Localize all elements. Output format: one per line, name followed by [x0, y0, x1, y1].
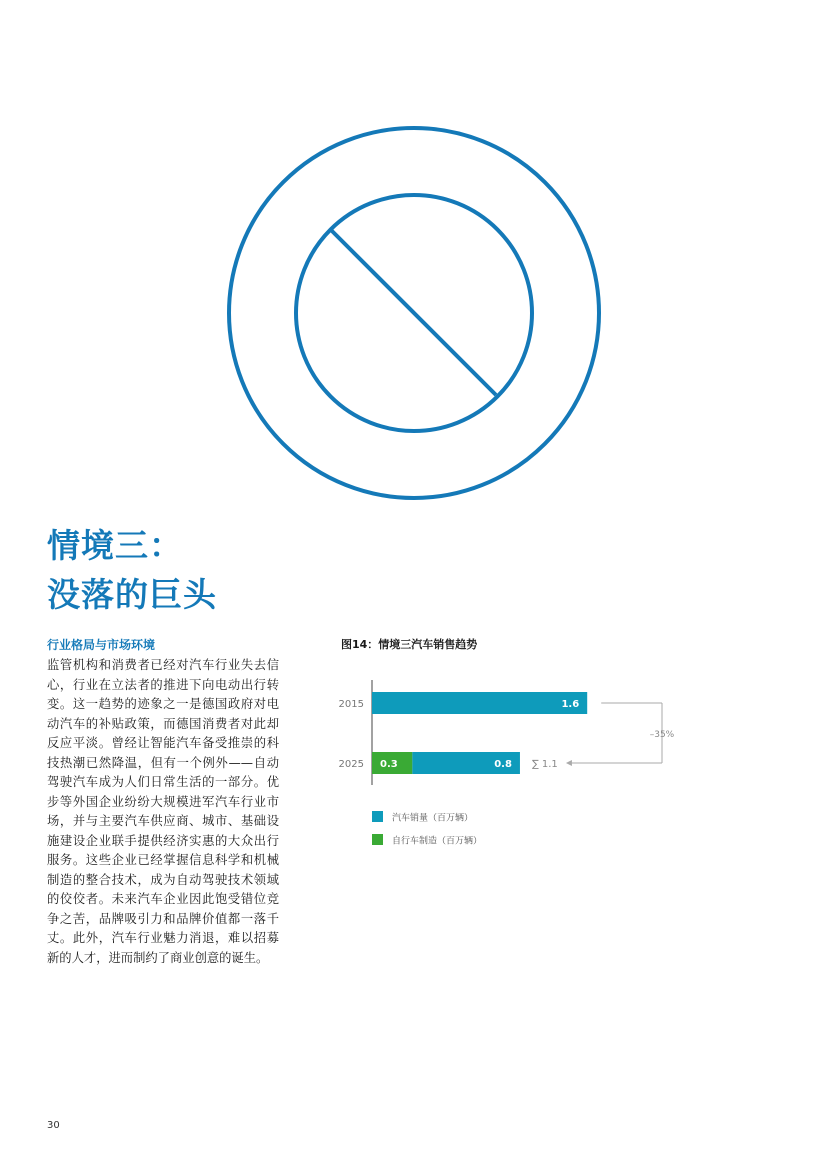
- legend-label-1: 汽车销量（百万辆）: [392, 813, 474, 824]
- body-paragraph: 监管机构和消费者已经对汽车行业失去信心，行业在立法者的推进下向电动出行转变。这一趋势的迹象之一是德国政府对电动汽车的补贴政策，而德国消费者对此却反应平淡。曾经让智能汽车备受推崇的科技热潮已然降温，但有一个例外——自动驾驶汽车成为人们日常生活的一部分。优步等外国企业纷纷大规模进军汽车行业市场，并与主要汽车供应商、城市、基础设施建设企业联手提供经济实惠的大众出行服务。这些企业已经掌握信息科学和机械制造的整合技术，成为自动驾驶技术领域的佼佼者。未来汽车企业因此饱受错位竞争之苦，品牌吸引力和品牌价值都一落千丈。此外，汽车行业魅力消退，难以招募新的人才，进而制约了商业创意的诞生。: [47, 658, 279, 965]
- total-label-2025: ∑ 1.1: [531, 759, 558, 770]
- prohibited-sign-icon: [226, 125, 602, 501]
- category-label-2015: 2015: [338, 699, 364, 710]
- legend-swatch-1: [372, 811, 383, 822]
- data-label-2025-series-1: 0.8: [494, 759, 512, 770]
- diagonal-slash: [331, 230, 496, 395]
- bar-2015-series-1: [372, 692, 587, 714]
- legend-swatch-0: [372, 834, 383, 845]
- bracket-arrowhead: [566, 760, 572, 766]
- change-annotation: –35%: [649, 730, 675, 740]
- data-label-2015-series-1: 1.6: [561, 699, 580, 710]
- page-title-line2: 没落的巨头: [47, 575, 217, 614]
- section-heading: 行业格局与市场环境: [47, 638, 156, 652]
- data-label-2025-series-0: 0.3: [380, 759, 398, 770]
- chart-title: 图14：情境三汽车销售趋势: [341, 638, 478, 651]
- legend-label-0: 自行车制造（百万辆）: [392, 836, 483, 847]
- sales-trend-chart: [330, 670, 690, 870]
- page-title-line1: 情境三：: [47, 526, 183, 565]
- category-label-2025: 2025: [338, 759, 364, 770]
- page-number: 30: [47, 1120, 60, 1131]
